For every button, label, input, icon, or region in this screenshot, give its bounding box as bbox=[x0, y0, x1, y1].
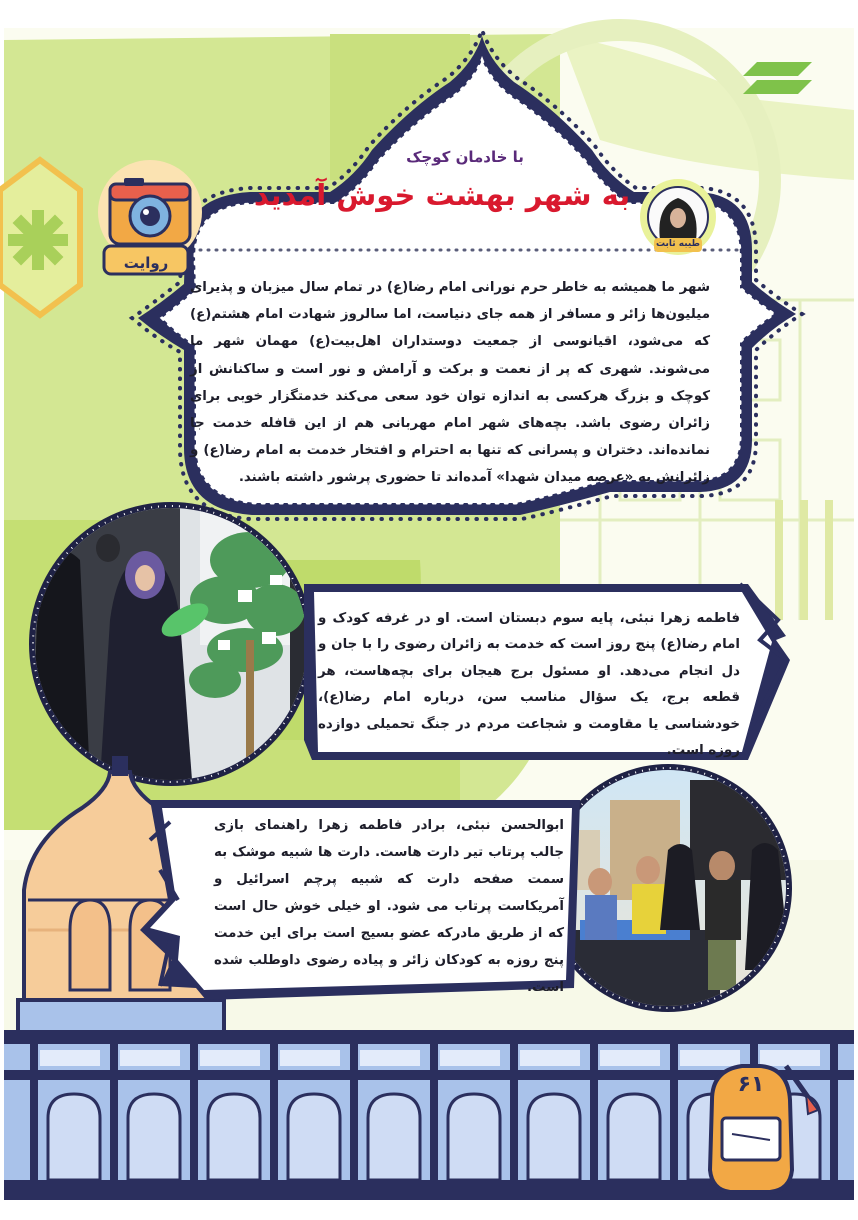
caption-2-text: ابوالحسن نبئی، برادر فاطمه زهرا راهنمای بازی جالب پرتاب تیر دارت هاست. دارت ها شبیه موشک به سمت صفحه دارت که شبیه پرچم اسرائیل و آمریکاست پرتاب می شود. او خیلی خوش حال است که از طریق مادرکه عضو بسیج است برای این خدمت پنج روزه به کودکان زائر و پیاده رضوی داوطلب شده است. bbox=[214, 818, 564, 995]
section-badge-label: روایت bbox=[123, 254, 169, 272]
section-kicker: با خادمان کوچک bbox=[406, 148, 524, 166]
intro-paragraph: شهر ما همیشه به خاطر حرم نورانی امام رضا(ع) در تمام سال میزبان و پذیرای میلیون‌ها زائر و مسافر از همه جای دنیاست، اما سالروز شهادت امام هشتم(ع) که می‌شود، اقیانوسی از جمعیت دوستداران اهل‌بیت(ع) مهمان شهر ما می‌شوند. شهری که پر از نعمت و برکت و آرامش و نور است و ساکنانش از کوچک و بزرگ هرکسی به اندازه توان خود سعی می‌کند خدمتگزار خوبی برای زائران رضوی باشد. بچه‌های شهر امام مهربانی هم از این قافله خدمت جا نمانده‌اند. دختران و پسرانی که تنها به احترام و افتخار خدمت به امام رضا(ع) و زائرانش به «عرصه میدان شهدا» آمده‌اند تا حضوری پرشور داشته باشند. bbox=[190, 280, 710, 486]
author-name: طیبه ثابت bbox=[655, 239, 701, 249]
left-ornament bbox=[0, 160, 80, 315]
page-title: به شهر بهشت خوش آمدید bbox=[253, 178, 631, 212]
caption-1-text: فاطمه زهرا نبئی، پایه سوم دبستان است. او در غرفه کودک و امام رضا(ع) پنج روز است که خدمت به زائران رضوی را با جان و دل انجام می‌دهد. او مسئول برج هیجان برای بچه‌هاست، هر قطعه برج، یک سؤال مناسب سن، درباره امام رضا(ع)، خودشناسی یا مقاومت و شجاعت مردم در جنگ تحمیلی دوازده روزه است. bbox=[318, 611, 740, 759]
page-number: ۶۱ bbox=[737, 1072, 765, 1097]
